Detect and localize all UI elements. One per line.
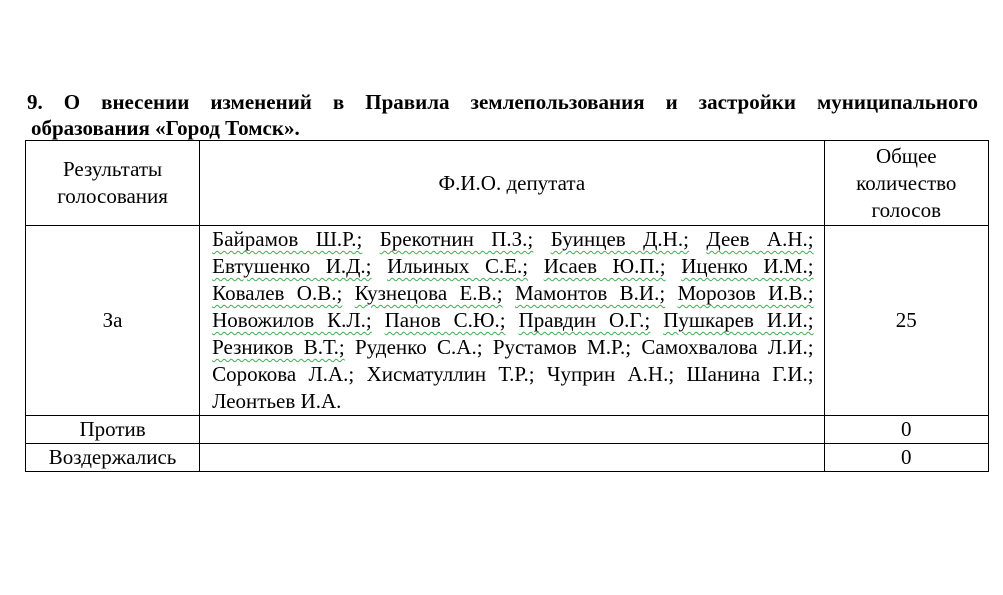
deputy-name: Исаев Ю.П.;	[543, 254, 666, 278]
table-row-abstained	[26, 444, 989, 472]
deputy-name: Кузнецова Е.В.;	[354, 281, 503, 305]
header-voting-results: Результаты голосования	[26, 141, 200, 226]
deputy-name: Евтушенко И.Д.;	[212, 254, 372, 278]
total-abstained: 0	[824, 444, 988, 472]
deputy-name: Мамонтов В.И.;	[514, 281, 666, 305]
section-title-continued: образования «Город Томск».	[31, 116, 300, 140]
deputy-name: Сорокова Л.А.;	[212, 362, 355, 386]
deputy-name: Деев А.Н.;	[706, 227, 814, 251]
deputy-name: Чуприн А.Н.;	[546, 362, 675, 386]
deputy-name: Правдин О.Г.;	[518, 308, 651, 332]
deputy-name: Руденко С.А.;	[355, 335, 483, 359]
deputy-name: Самохвалова Л.И.;	[641, 335, 814, 359]
deputy-name: Иценко И.М.;	[681, 254, 814, 278]
header-total-votes: Общее количество голосов	[824, 141, 988, 226]
result-for: За	[26, 226, 200, 416]
deputy-name: Рустамов М.Р.;	[492, 335, 632, 359]
result-abstained: Воздержались	[26, 444, 200, 472]
deputy-name: Панов С.Ю.;	[384, 308, 506, 332]
deputy-name: Хисматуллин Т.Р.;	[366, 362, 535, 386]
total-for: 25	[824, 226, 988, 416]
table-row-against	[26, 416, 989, 444]
deputy-name: Ковалев О.В.;	[212, 281, 343, 305]
total-against: 0	[824, 416, 988, 444]
section-title: 9. О внесении изменений в Правила землепользования и застройки муниципального	[27, 90, 978, 114]
deputy-name: Новожилов К.Л.;	[212, 308, 372, 332]
voting-results-table	[25, 140, 989, 472]
deputy-name: Байрамов Ш.Р.;	[212, 227, 363, 251]
deputy-name: Пушкарев И.И.;	[663, 308, 814, 332]
deputy-name: Буинцев Д.Н.;	[550, 227, 689, 251]
deputy-names-abstained	[200, 444, 824, 472]
deputy-name: Брекотнин П.З.;	[379, 227, 534, 251]
table-header-row	[26, 141, 989, 226]
result-against: Против	[26, 416, 200, 444]
deputy-name: Морозов И.В.;	[677, 281, 814, 305]
deputy-names-for	[200, 226, 824, 416]
deputy-name: Ильиных С.Е.;	[387, 254, 529, 278]
header-deputy-names: Ф.И.О. депутата	[200, 141, 824, 226]
deputy-names-against	[200, 416, 824, 444]
deputy-name: Леонтьев И.А.	[212, 389, 342, 413]
deputy-name: Резников В.Т.;	[212, 335, 345, 359]
deputy-name: Шанина Г.И.;	[686, 362, 814, 386]
table-row-for	[26, 226, 989, 416]
